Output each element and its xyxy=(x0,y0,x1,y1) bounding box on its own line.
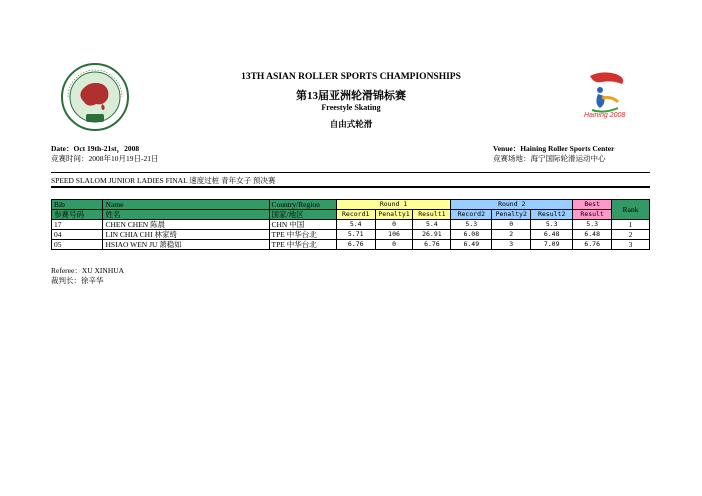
penalty1-cell: 0 xyxy=(375,240,413,250)
header-best: Best xyxy=(573,200,612,210)
bib-cell: 04 xyxy=(52,230,103,240)
rank-cell: 3 xyxy=(612,240,650,250)
result1-cell: 26.91 xyxy=(413,230,451,240)
table-row xyxy=(52,240,650,250)
header-record1: Record1 xyxy=(336,210,375,220)
header-round2: Round 2 xyxy=(451,200,573,210)
header-record2: Record2 xyxy=(451,210,492,220)
championship-title-en: 13TH ASIAN ROLLER SPORTS CHAMPIONSHIPS xyxy=(241,72,461,82)
header-bib-zh: 参赛号码 xyxy=(52,210,103,220)
header-penalty2: Penalty2 xyxy=(492,210,531,220)
best-cell: 5.3 xyxy=(573,220,612,230)
venue-zh: 竞赛场地：海宁国际轮滑运动中心 xyxy=(493,154,606,163)
header-name: Name xyxy=(103,200,269,210)
discipline-zh: 自由式轮滑 xyxy=(329,119,373,129)
rank-cell: 1 xyxy=(612,220,650,230)
rank-cell: 2 xyxy=(612,230,650,240)
record1-cell: 6.76 xyxy=(336,240,375,250)
record2-cell: 6.49 xyxy=(451,240,492,250)
result2-cell: 6.48 xyxy=(531,230,573,240)
result2-cell: 5.3 xyxy=(531,220,573,230)
header-name-zh: 姓名 xyxy=(103,210,269,220)
penalty1-cell: 0 xyxy=(375,220,413,230)
table-row xyxy=(52,230,650,240)
country-cell: TPE 中华台北 xyxy=(269,230,336,240)
referee-en: Referee：XU XINHUA xyxy=(51,266,125,275)
best-cell: 6.76 xyxy=(573,240,612,250)
table-header-row-2 xyxy=(52,210,650,220)
date-en: Date：Oct 19th-21st，2008 xyxy=(51,144,140,153)
record1-cell: 5.71 xyxy=(336,230,375,240)
result1-cell: 5.4 xyxy=(413,220,451,230)
header-result1: Result1 xyxy=(413,210,451,220)
results-table xyxy=(51,199,650,250)
divider-top xyxy=(51,172,650,173)
result2-cell: 7.09 xyxy=(531,240,573,250)
header-penalty1: Penalty1 xyxy=(375,210,413,220)
date-zh: 竞赛时间：2008年10月19日-21日 xyxy=(51,154,159,163)
country-cell: TPE 中华台北 xyxy=(269,240,336,250)
table-row xyxy=(52,220,650,230)
record2-cell: 6.08 xyxy=(451,230,492,240)
penalty2-cell: 0 xyxy=(492,220,531,230)
referee-zh: 裁判长：徐辛华 xyxy=(51,276,104,285)
best-cell: 6.48 xyxy=(573,230,612,240)
result1-cell: 6.76 xyxy=(413,240,451,250)
header-result2: Result2 xyxy=(531,210,573,220)
record2-cell: 5.3 xyxy=(451,220,492,230)
header-country: Country/Region xyxy=(269,200,336,210)
record1-cell: 5.4 xyxy=(336,220,375,230)
championship-title-zh: 第13届亚洲轮滑锦标赛 xyxy=(296,90,406,102)
haining-logo-text: Haining 2008 xyxy=(584,112,626,119)
penalty1-cell: 106 xyxy=(375,230,413,240)
name-cell: HSIAO WEN JU 萧稳如 xyxy=(103,240,269,250)
table-header-row-1 xyxy=(52,200,650,210)
header-rank: Rank xyxy=(612,200,650,220)
header-round1: Round 1 xyxy=(336,200,451,210)
name-cell: LIN CHIA CHI 林家绮 xyxy=(103,230,269,240)
bib-cell: 05 xyxy=(52,240,103,250)
header-result: Result xyxy=(573,210,612,220)
header-country-zh: 国家/地区 xyxy=(269,210,336,220)
divider-bottom xyxy=(51,186,650,188)
name-cell: CHEN CHEN 陈晨 xyxy=(103,220,269,230)
event-title: SPEED SLALOM JUNIOR LADIES FINAL 速度过桩 青年女子 预决赛 xyxy=(51,176,276,185)
venue-en: Venue：Haining Roller Sports Center xyxy=(493,144,615,153)
discipline-en: Freestyle Skating xyxy=(321,103,381,112)
country-cell: CHN 中国 xyxy=(269,220,336,230)
penalty2-cell: 3 xyxy=(492,240,531,250)
penalty2-cell: 2 xyxy=(492,230,531,240)
header-bib: Bib xyxy=(52,200,103,210)
bib-cell: 17 xyxy=(52,220,103,230)
